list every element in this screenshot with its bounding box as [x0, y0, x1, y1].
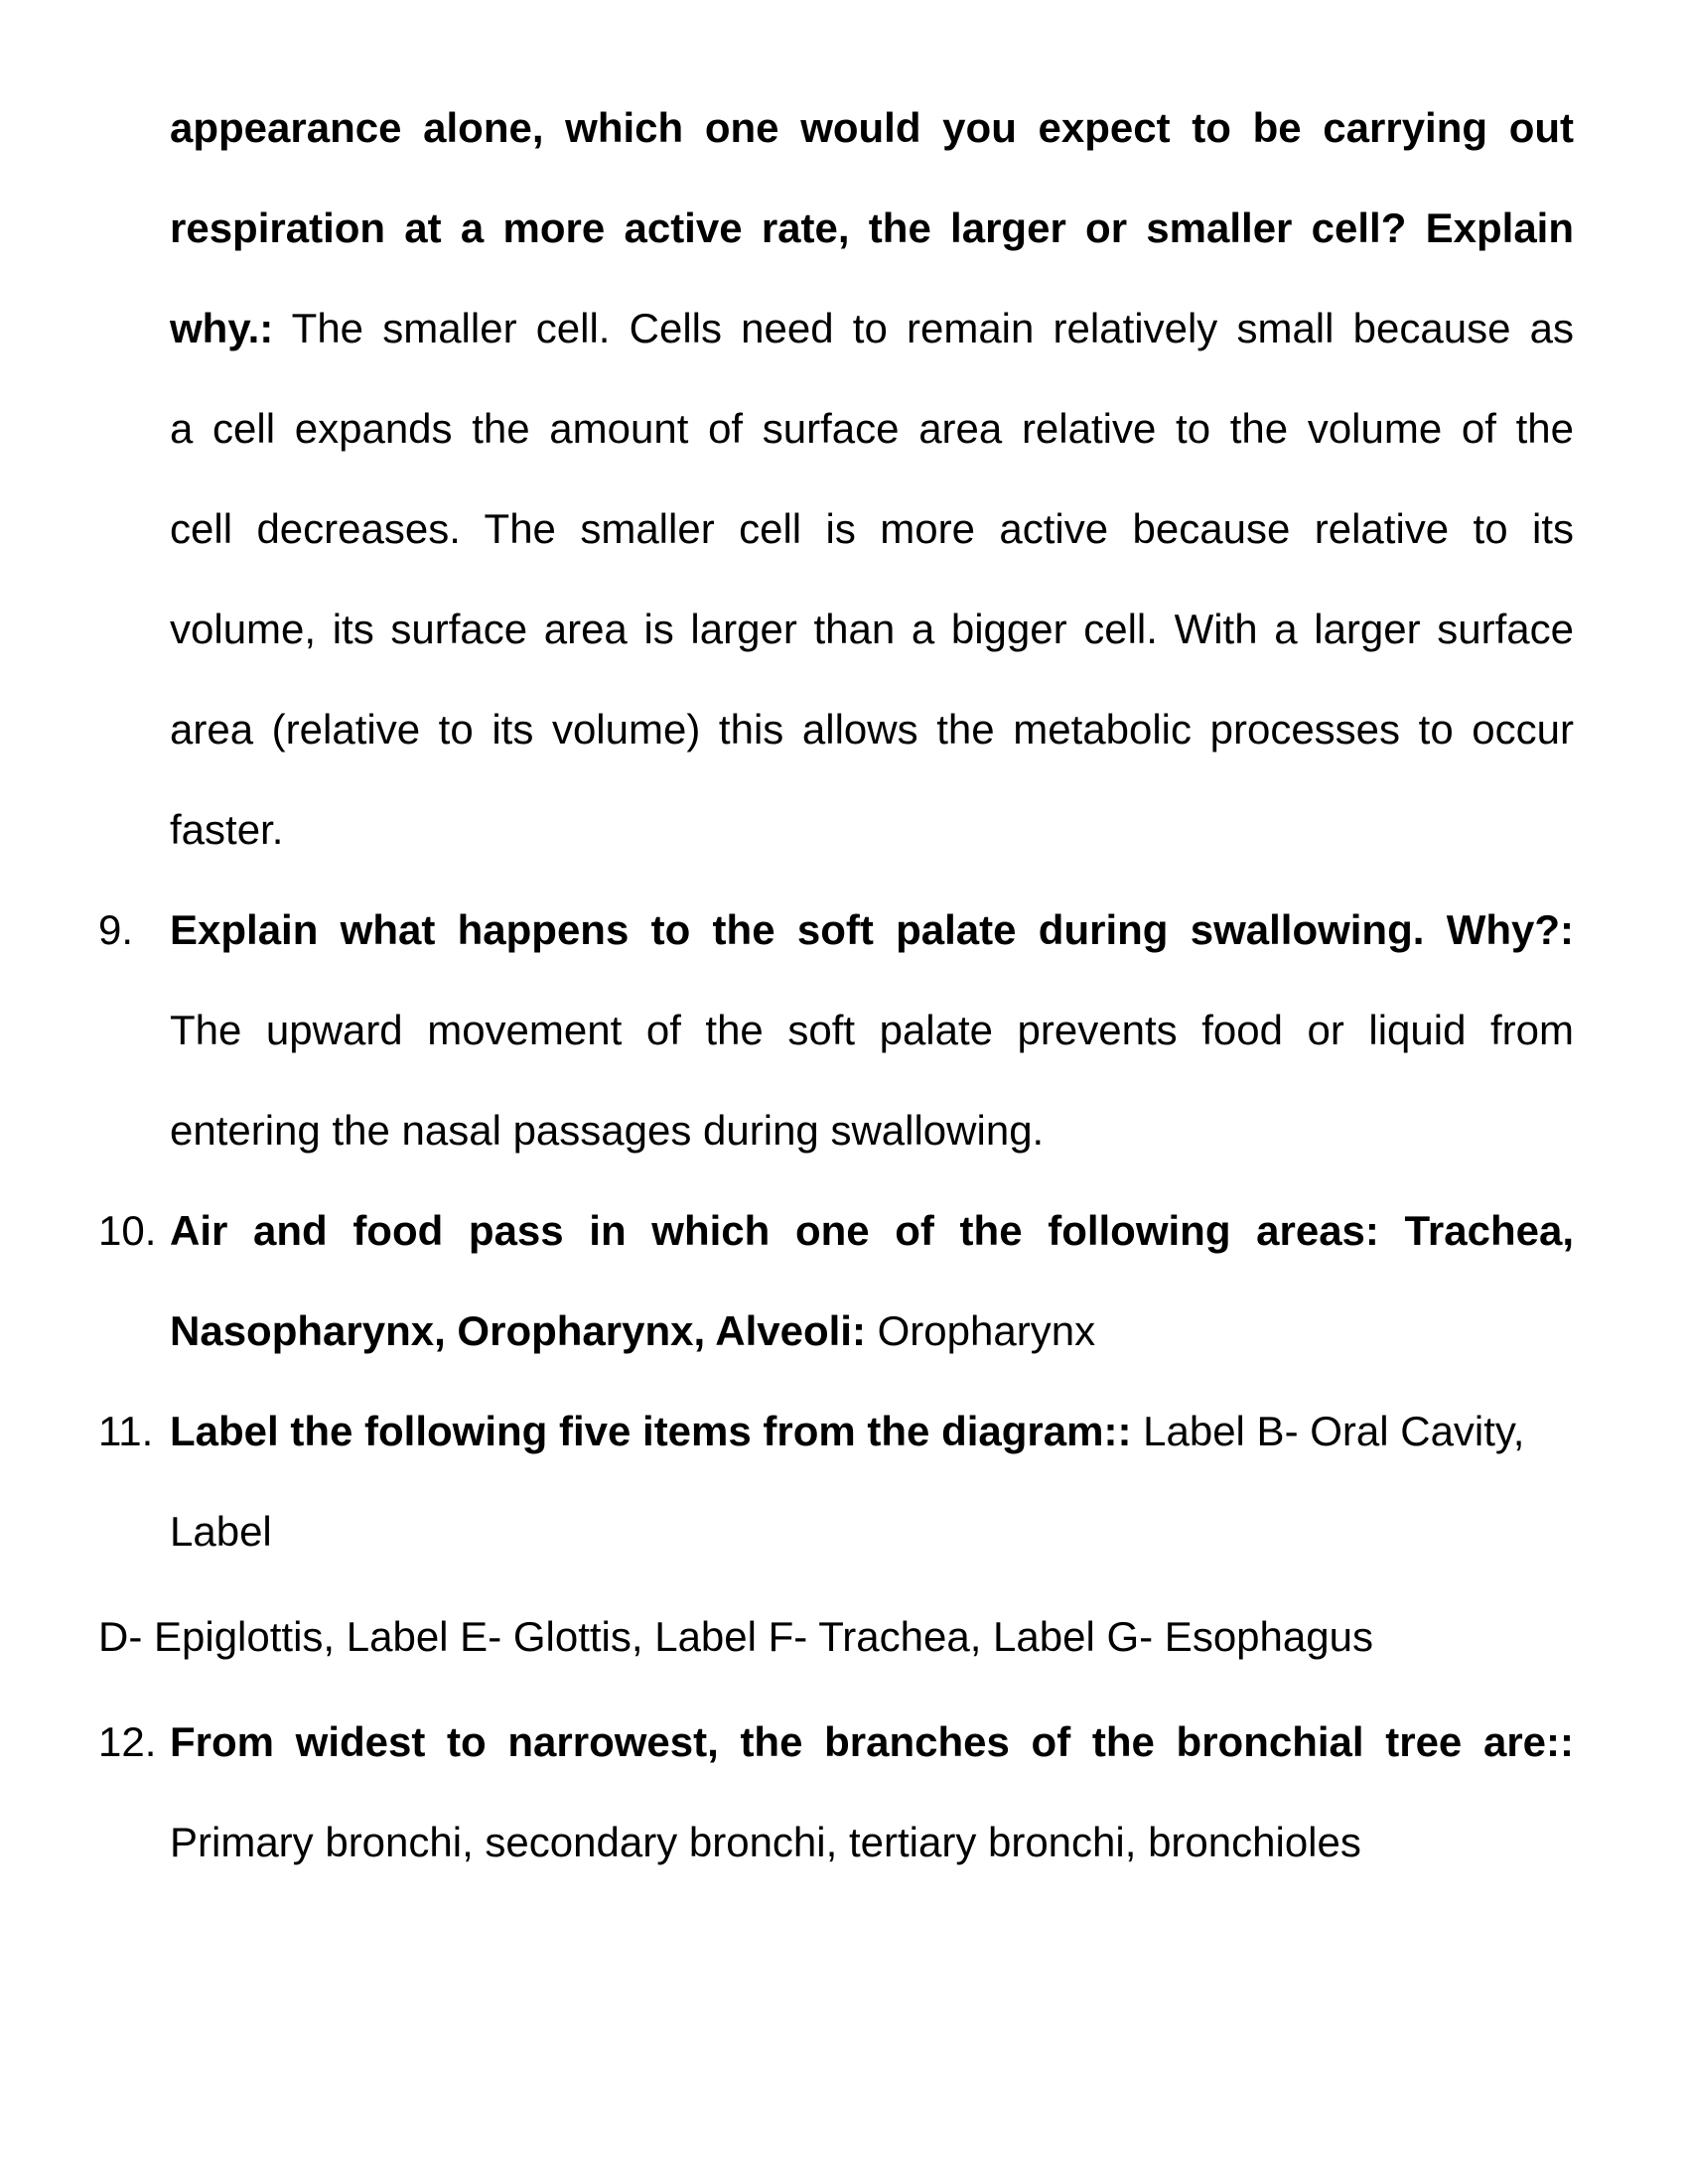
- q12-number: 12.: [98, 1718, 157, 1765]
- q9-question: Explain what happens to the soft palate during swallowing. Why?:: [170, 906, 1574, 953]
- q8-answer-line-2: a cell expands the amount of surface area relative to the volume of the: [170, 405, 1574, 452]
- q8-answer-line-6: faster.: [170, 806, 284, 853]
- q12-question: From widest to narrowest, the branches of the bronchial tree are::: [170, 1718, 1574, 1765]
- q9-answer-line-2: entering the nasal passages during swallowing.: [170, 1107, 1045, 1154]
- q9-number: 9.: [98, 906, 134, 953]
- q10-question-line-1: Air and food pass in which one of the following areas: Trachea,: [170, 1207, 1574, 1254]
- q11-answer-line-2: Label: [170, 1508, 272, 1555]
- q10-question-line-2: Nasopharynx, Oropharynx, Alveoli: Oropharynx: [170, 1307, 1096, 1354]
- q8-question-line-1: appearance alone, which one would you expect to be carrying out: [170, 104, 1574, 151]
- q8-question-line-2: respiration at a more active rate, the larger or smaller cell? Explain: [170, 205, 1574, 251]
- q10-number: 10.: [98, 1207, 157, 1254]
- q11-number: 11.: [98, 1408, 154, 1454]
- q11-question: Label the following five items from the diagram:: Label B- Oral Cavity,: [170, 1408, 1525, 1454]
- q11-answer-line-3: D- Epiglottis, Label E- Glottis, Label F- Trachea, Label G- Esophagus: [98, 1613, 1373, 1660]
- q8-answer-line-1: why.: The smaller cell. Cells need to remain relatively small because as: [170, 305, 1574, 351]
- q8-answer-line-5: area (relative to its volume) this allows the metabolic processes to occur: [170, 706, 1574, 752]
- q12-answer: Primary bronchi, secondary bronchi, tertiary bronchi, bronchioles: [170, 1819, 1361, 1865]
- q8-answer-line-4: volume, its surface area is larger than a bigger cell. With a larger surface: [170, 606, 1574, 652]
- q9-answer-line-1: The upward movement of the soft palate prevents food or liquid from: [170, 1007, 1574, 1053]
- q8-answer-line-3: cell decreases. The smaller cell is more active because relative to its: [170, 505, 1574, 552]
